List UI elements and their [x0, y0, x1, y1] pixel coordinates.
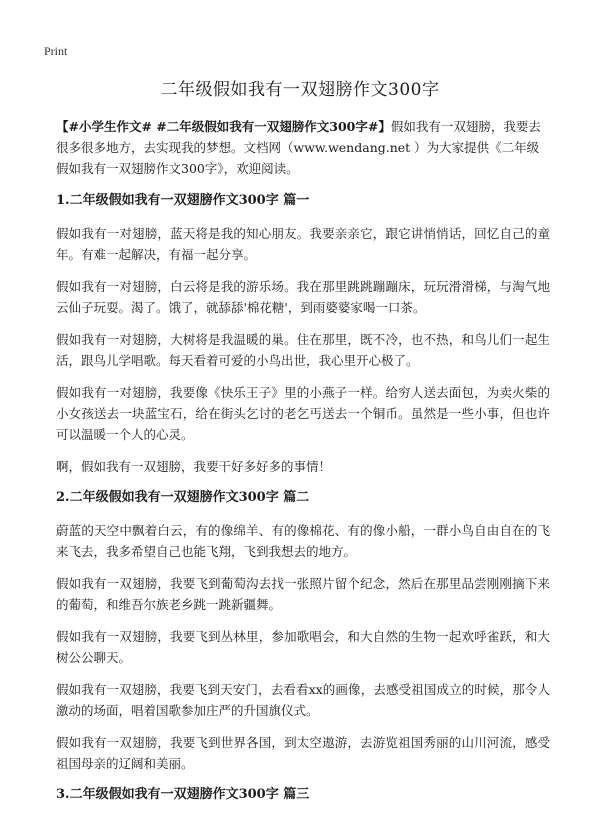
section-1-paragraph-4: 假如我有一对翅膀，我要像《快乐王子》里的小燕子一样。给穷人送去面包，为卖火柴的小女孩送去一块蓝宝石，给在街头乞讨的老乞丐送去一个铜币。虽然是一些小事，但也许可以温暖一个人的心灵。: [56, 385, 550, 442]
print-label: Print: [44, 44, 68, 58]
section-2-paragraph-1: 蔚蓝的天空中飘着白云，有的像绵羊、有的像棉花、有的像小船，一群小鸟自由自在的飞来飞去，我多希望自己也能飞翔，飞到我想去的地方。: [56, 523, 550, 559]
section-1-paragraph-3: 假如我有一对翅膀，大树将是我温暖的巢。住在那里，既不冷，也不热，和鸟儿们一起生活，跟鸟儿学唱歌。每天看着可爱的小鸟出世，我心里开心极了。: [56, 332, 550, 368]
section-2-paragraph-2: 假如我有一双翅膀，我要飞到葡萄沟去找一张照片留个纪念，然后在那里品尝刚刚摘下来的葡萄，和维吾尔族老乡跳一跳新疆舞。: [56, 576, 550, 612]
section-2-paragraph-3: 假如我有一双翅膀，我要飞到丛林里，参加歌唱会，和大自然的生物一起欢呼雀跃，和大树公公聊天。: [56, 629, 550, 665]
section-1-paragraph-1: 假如我有一对翅膀，蓝天将是我的知心朋友。我要亲亲它，跟它讲悄悄话，回忆自己的童年。有难一起解决，有福一起分享。: [56, 226, 550, 262]
intro-paragraph: [56, 116, 550, 179]
section-1-paragraph-5: 啊，假如我有一双翅膀，我要干好多好多的事情！: [56, 459, 332, 474]
section-heading-3: 3.二年级假如我有一双翅膀作文300字 篇三: [56, 787, 310, 802]
document-content: [56, 116, 550, 817]
section-heading-2: 2.二年级假如我有一双翅膀作文300字 篇二: [56, 490, 310, 505]
intro-tag: 【#小学生作文# #二年级假如我有一双翅膀作文300字#】: [56, 119, 391, 134]
section-heading-1: 1.二年级假如我有一双翅膀作文300字 篇一: [56, 193, 310, 208]
intro-text: 假如我有一双翅膀，我要去很多很多地方，去实现我的梦想。文档网（www.wendang.net ）为大家提供《二年级假如我有一双翅膀作文300字》，欢迎阅读。: [56, 119, 541, 176]
section-1-paragraph-2: 假如我有一对翅膀，白云将是我的游乐场。我在那里跳跳蹦蹦床，玩玩滑滑梯，与淘气地云仙子玩耍。渴了。饿了，就舔舔'棉花糖'，到雨婆婆家喝一口茶。: [56, 279, 550, 315]
section-2-paragraph-5: 假如我有一双翅膀，我要飞到世界各国，到太空遨游，去游览祖国秀丽的山川河流，感受祖国母亲的辽阔和美丽。: [56, 735, 550, 771]
section-2-paragraph-4: 假如我有一双翅膀，我要飞到天安门，去看看xx的画像，去感受祖国成立的时候，那令人激动的场面，唱着国歌参加庄严的升国旗仪式。: [56, 682, 550, 718]
document-title: 二年级假如我有一双翅膀作文300字: [160, 80, 440, 100]
